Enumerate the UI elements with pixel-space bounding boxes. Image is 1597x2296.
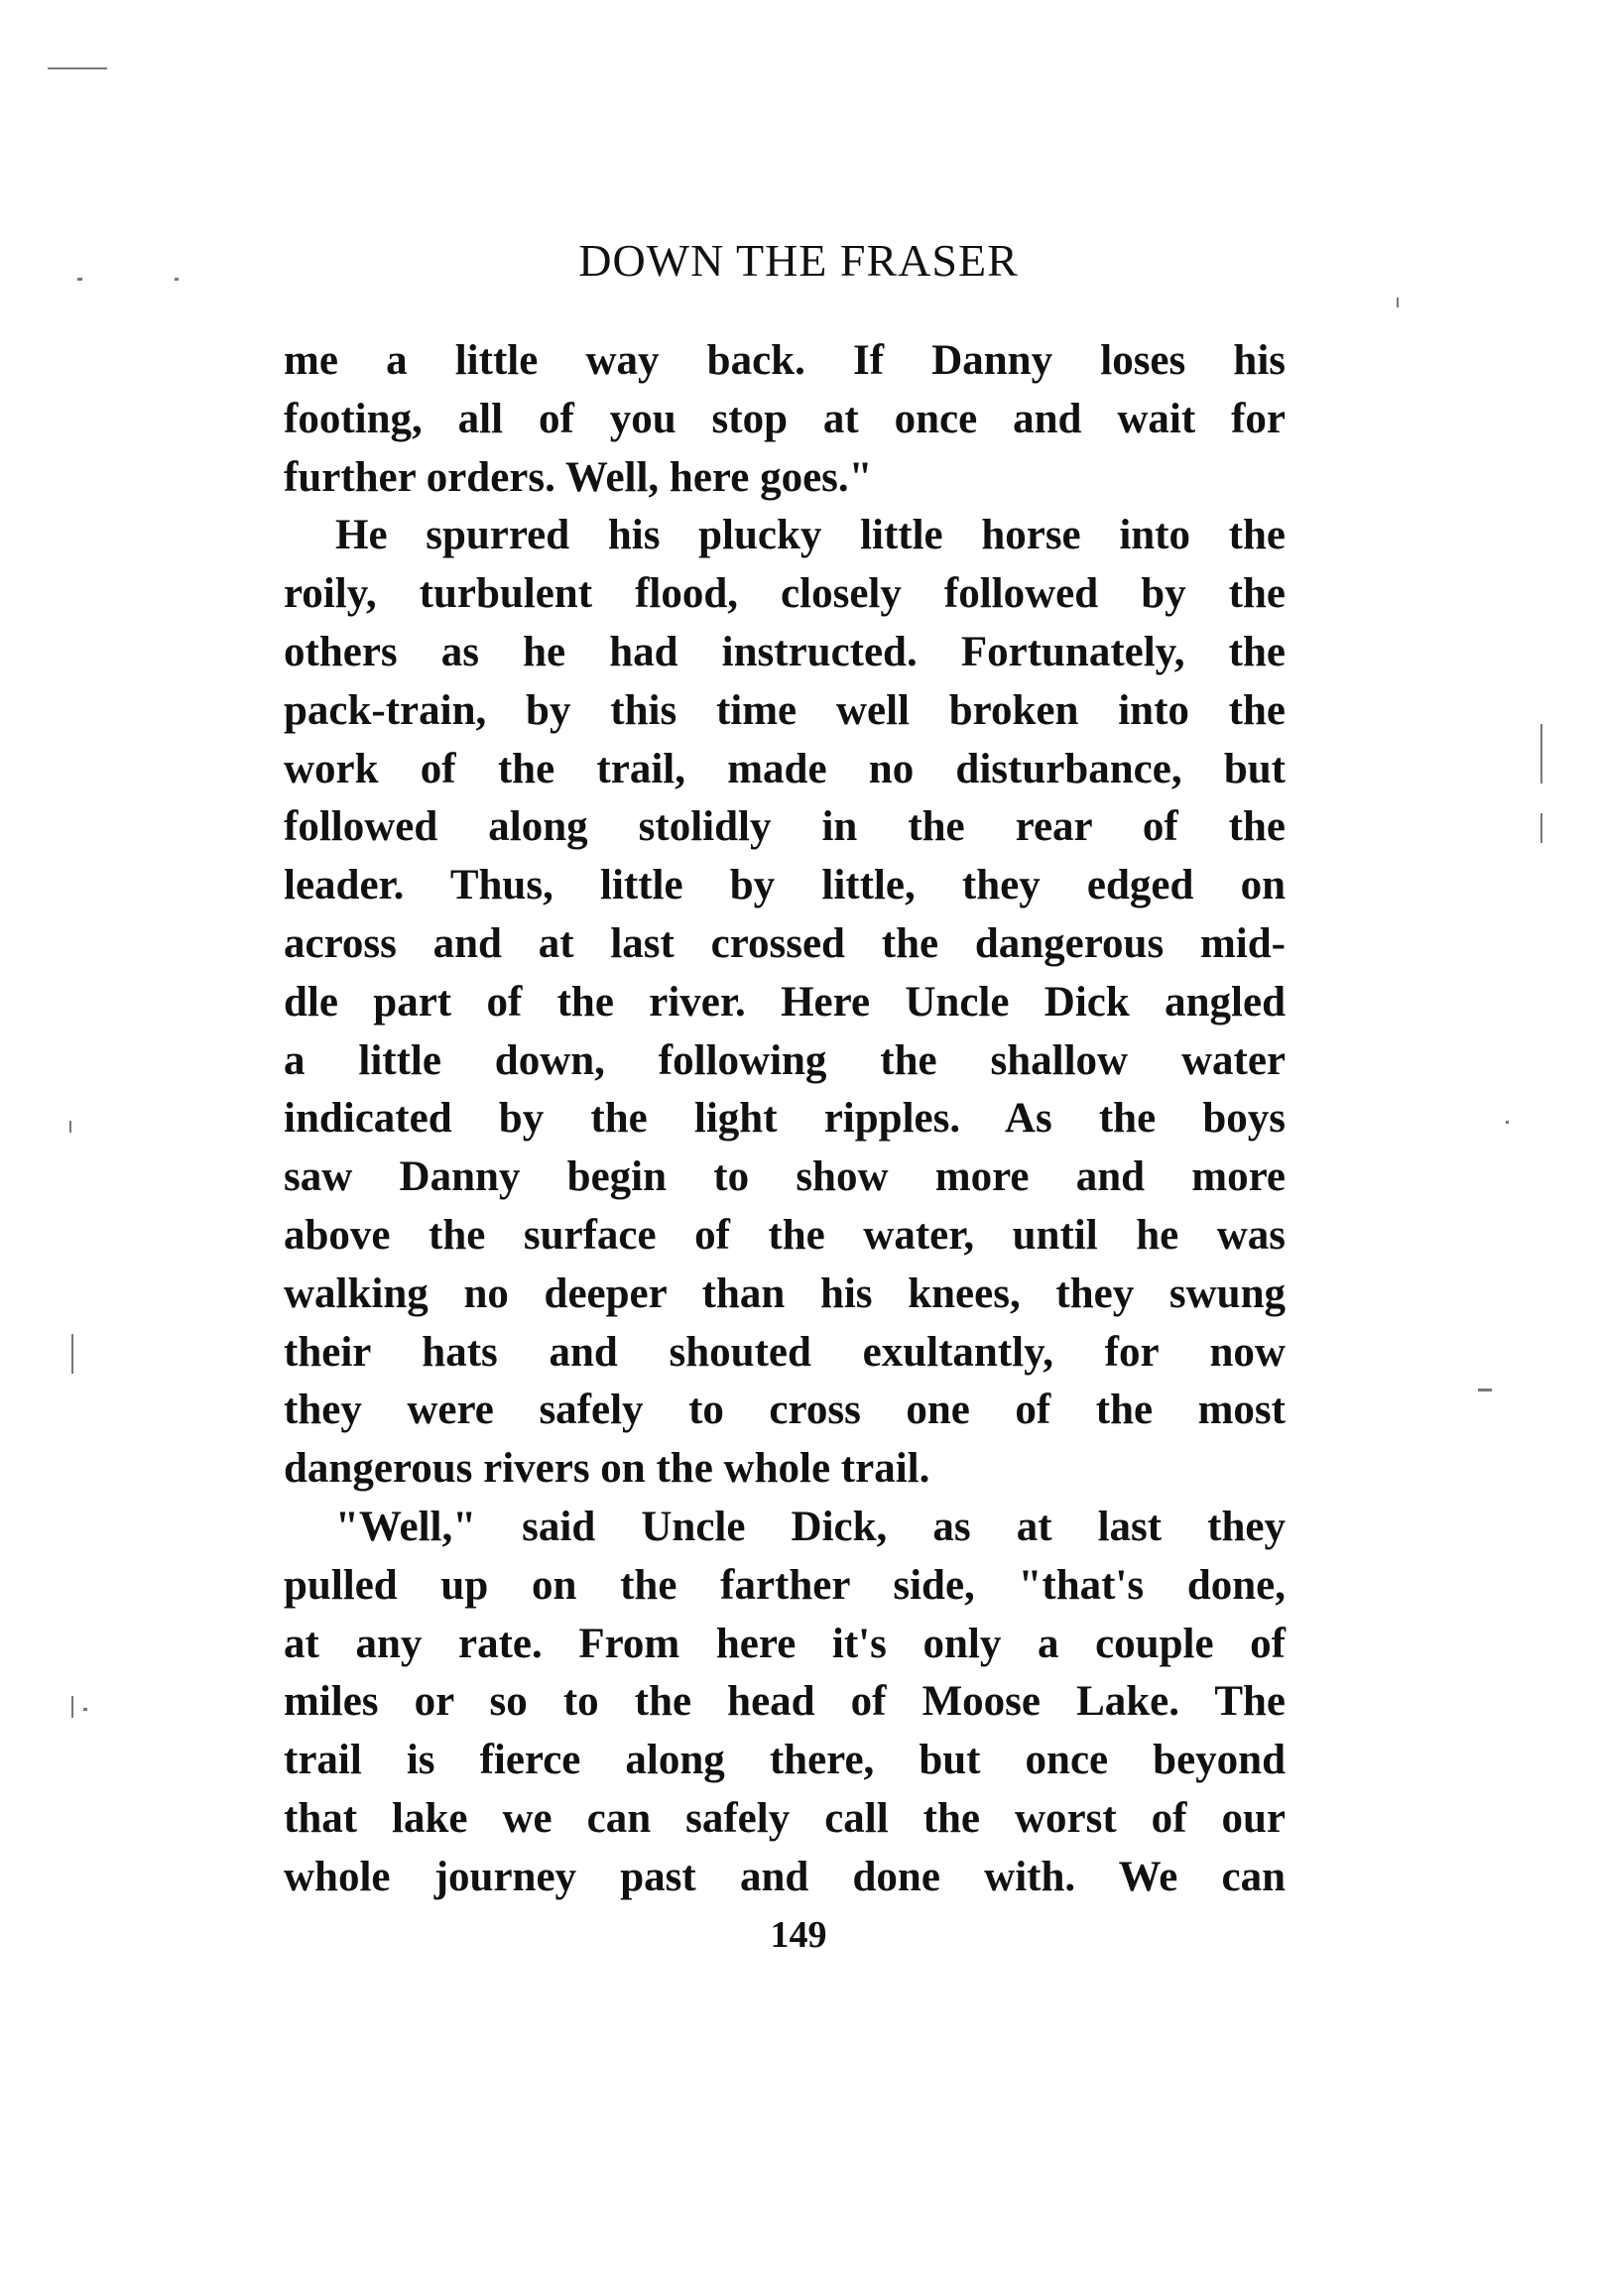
- text-line: work of the trail, made no disturbance, but: [284, 745, 1286, 792]
- margin-mark: [1540, 813, 1542, 843]
- text-line: they were safely to cross one of the most: [284, 1387, 1286, 1434]
- text-line: me a little way back. If Danny loses his: [284, 337, 1286, 384]
- margin-mark: [1540, 724, 1542, 784]
- text-line: above the surface of the water, until he was: [284, 1211, 1286, 1259]
- text-line: others as he had instructed. Fortunately, the: [284, 628, 1286, 675]
- margin-mark: [1506, 1121, 1509, 1124]
- text-line: their hats and shouted exultantly, for now: [284, 1328, 1286, 1376]
- text-line: miles or so to the head of Moose Lake. The: [284, 1678, 1286, 1726]
- text-line: footing, all of you stop at once and wait for: [284, 395, 1286, 442]
- margin-mark: [48, 67, 107, 69]
- running-head: DOWN THE FRASER: [578, 235, 1019, 286]
- text-line: walking no deeper than his knees, they swung: [284, 1269, 1286, 1317]
- text-line: saw Danny begin to show more and more: [284, 1153, 1286, 1201]
- margin-mark: [77, 278, 82, 281]
- text-line: that lake we can safely call the worst of our: [284, 1794, 1286, 1842]
- text-line: across and at last crossed the dangerous mid-: [284, 919, 1286, 967]
- margin-mark: [83, 1708, 87, 1711]
- margin-mark: [1397, 298, 1399, 307]
- text-line: followed along stolidly in the rear of the: [284, 803, 1286, 851]
- text-line: pulled up on the farther side, "that's done,: [284, 1561, 1286, 1609]
- body-text: [284, 332, 1286, 1907]
- text-line: indicated by the light ripples. As the boys: [284, 1095, 1286, 1143]
- text-line: whole journey past and done with. We can: [284, 1853, 1286, 1900]
- text-line: "Well," said Uncle Dick, as at last they: [335, 1503, 1286, 1550]
- margin-mark: [1478, 1389, 1492, 1391]
- margin-mark: [69, 1121, 71, 1133]
- text-line: leader. Thus, little by little, they edged on: [284, 862, 1286, 909]
- text-line: He spurred his plucky little horse into the: [335, 512, 1286, 559]
- text-line: trail is fierce along there, but once beyond: [284, 1737, 1286, 1784]
- page-number: 149: [770, 1914, 827, 1956]
- margin-mark: [71, 1334, 73, 1374]
- text-line: pack-train, by this time well broken into the: [284, 686, 1286, 734]
- text-line: roily, turbulent flood, closely followed by the: [284, 570, 1286, 618]
- margin-mark: [175, 278, 179, 281]
- text-line: dle part of the river. Here Uncle Dick angled: [284, 978, 1286, 1026]
- margin-mark: [71, 1696, 73, 1718]
- text-line: a little down, following the shallow water: [284, 1036, 1286, 1084]
- text-line: dangerous rivers on the whole trail.: [284, 1445, 930, 1493]
- text-line: further orders. Well, here goes.": [284, 453, 873, 501]
- text-line: at any rate. From here it's only a couple of: [284, 1620, 1286, 1667]
